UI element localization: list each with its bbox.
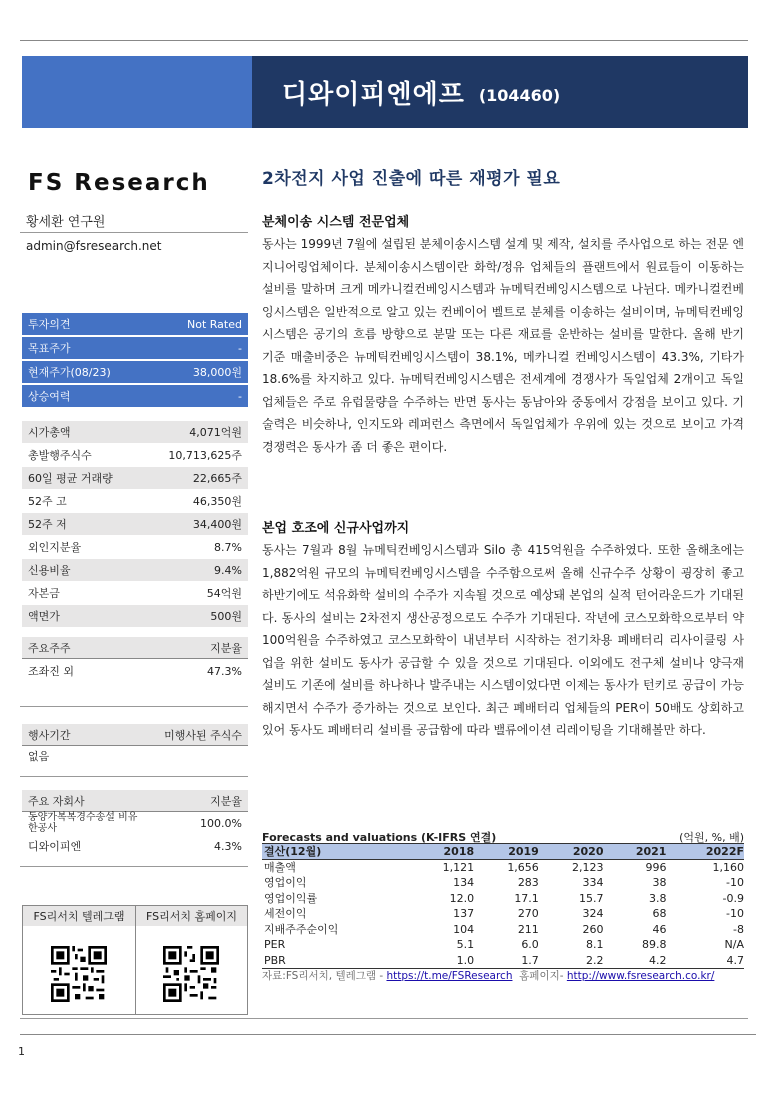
qr-code-homepage[interactable] — [163, 946, 219, 1002]
market-row — [22, 536, 248, 558]
market-value: 8.7% — [214, 540, 242, 554]
table-cell: 2,123 — [571, 861, 604, 874]
analyst-email[interactable]: admin@fsresearch.net — [26, 239, 162, 253]
rating-value: 38,000원 — [192, 366, 242, 379]
table-cell: 영업이익률 — [264, 891, 318, 905]
column-header: 2018 — [409, 844, 474, 860]
table-cell: 매출액 — [264, 861, 296, 874]
rating-label: 현재주가(08/23) — [28, 366, 111, 379]
section-col: 미행사된 주식수 — [164, 728, 242, 742]
table-cell: 4.7 — [726, 953, 744, 967]
footer-rule — [20, 1034, 756, 1035]
table-cell: -0.9 — [722, 891, 744, 905]
analyst-name: 황세환 연구원 — [26, 215, 106, 230]
table-cell: 1.7 — [521, 953, 539, 967]
rating-label: 투자의견 — [28, 318, 71, 331]
top-rule — [20, 40, 748, 41]
table-cell: 334 — [582, 876, 604, 890]
table-cell: 6.0 — [521, 938, 539, 952]
table-cell: 8.1 — [585, 938, 604, 952]
table-cell: 지배주주순이익 — [264, 922, 339, 936]
subsidiary-row — [22, 837, 248, 855]
telegram-link[interactable]: https://t.me/FSResearch — [386, 970, 513, 982]
table-cell: 104 — [453, 922, 475, 936]
subsidiary-row — [22, 812, 248, 834]
section1-body: 동사는 1999년 7월에 설립된 분체이송시스템 설계 및 제작, 설치를 주사업으로 하는 전문 엔지니어링업체이다. 분체이송시스템이란 화학/정유 업체들의 플랜트에서 원료들이 이동하는 설비를 말하며 크게 메카니컬컨베잉시스템과 뉴메틱컨베잉시스템으로 나뉜다. 메카니컬컨베잉시스템은 일반적으로 알고 있는 컨베이어 벨트로 분체를 이송하는 설비이며, 뉴메틱컨베잉시스템은 공기의 흐름 방향으로 분말 또는 다른 재료를 운반하는 설비를 말한다. 올해 반기 기준 매출비중은 뉴메틱컨베잉시스템이 38.1%, 메카니컬 컨베잉시스템이 43.3%, 기타가 18.6%를 차지하고 있다. 뉴메틱컨베잉시스템은 전세계에 경쟁사가 독일업체 2개이고 독일업체들은 주로 유럽물량을 수주하는 반면 동사는 동남아와 중동에서 강점을 보이고 있다. 기술력은 비슷하나, 인지도와 레퍼런스 측면에서 독일업체가 우위에 있는 것으로 보이고 가격경쟁력은 동사가 좀 더 좋은 편이다. — [262, 237, 744, 454]
column-header: 2021 — [603, 844, 666, 860]
market-label: 52주 고 — [28, 495, 67, 508]
table-cell: N/A — [724, 938, 744, 952]
market-value: 4,071억원 — [189, 426, 242, 439]
market-value: 34,400원 — [192, 518, 242, 531]
row-name: 동양가복복경수송설 비유한공사 — [28, 812, 138, 834]
rating-value: - — [238, 389, 242, 403]
column-header: 2020 — [539, 844, 604, 860]
page-number: 1 — [18, 1045, 25, 1058]
section-label: 주요주주 — [28, 641, 71, 655]
section2-body: 동사는 7월과 8월 뉴메틱컨베잉시스템과 Silo 총 415억원을 수주하였다. 또한 올해초에는 1,882억원 규모의 뉴메틱컨베잉시스템을 수주함으로써 올해 신규수주 상황이 굉장히 좋고 하반기에도 석유화학 설비의 수주가 지속될 것으로 예상돼 본업의 실적 턴어라운드가 기대된다. 동사의 설비는 2차전지 생산공정으로도 수주가 기대된다. 작년에 코스모화학으로부터 약 100억원을 수주하였고 코스모화학이 내년부터 시작하는 전기차용 폐배터리 리사이클링 사업을 위한 설비도 동사가 공급할 수 있을 것으로 기대된다. 이외에도 전구체 설비나 양극재 설비도 기존에 설비를 하나하나 발주내는 시스템이었다면 이제는 동사가 턴키로 공급이 가능해지면서 수주가 증가하는 것으로 보인다. 최근 폐배터리 업체들의 PER이 50배도 상회하고 있어 동사도 폐배터리 설비를 공급함에 따라 밸류에이션 리레이팅을 기대해볼만 하다. — [262, 543, 744, 737]
section-col: 지분율 — [210, 641, 242, 655]
table-cell: 324 — [582, 907, 604, 921]
qr-homepage-label: FS리서치 홈페이지 — [136, 906, 247, 926]
qr-code-telegram[interactable] — [51, 946, 107, 1002]
shareholder-row — [22, 662, 248, 680]
table-row — [262, 953, 744, 969]
banner-accent — [22, 56, 252, 128]
table-cell: -10 — [726, 907, 744, 921]
option-row — [22, 747, 248, 765]
row-name: 없음 — [28, 750, 50, 763]
market-label: 52주 저 — [28, 518, 67, 531]
table-cell: 12.0 — [449, 891, 475, 905]
table-cell: 270 — [517, 907, 539, 921]
table-row — [262, 937, 744, 953]
table-cell: 996 — [645, 861, 667, 874]
divider — [20, 776, 248, 777]
table-cell: PBR — [264, 953, 286, 967]
row-name: 디와이피엔 — [28, 840, 82, 853]
column-header: 2019 — [474, 844, 539, 860]
table-cell: 260 — [582, 922, 604, 936]
market-row — [22, 605, 248, 627]
row-value: 4.3% — [214, 839, 242, 853]
table-cell: 3.8 — [648, 891, 667, 905]
rating-value: - — [238, 341, 242, 355]
market-label: 외인지분율 — [28, 541, 82, 554]
market-value: 54억원 — [206, 587, 242, 600]
subsidiaries-header — [22, 790, 248, 812]
table-row — [262, 906, 744, 922]
market-label: 액면가 — [28, 610, 60, 623]
stock-code: (104460) — [478, 85, 561, 105]
market-row — [22, 513, 248, 535]
table-cell: 1,121 — [442, 861, 475, 874]
table-cell: 1,656 — [507, 861, 539, 874]
market-label: 시가총액 — [28, 426, 71, 439]
table-cell: 38 — [652, 876, 667, 890]
market-label: 60일 평균 거래량 — [28, 472, 113, 485]
column-header: 결산(12월) — [262, 844, 409, 860]
table-cell: 17.1 — [514, 891, 539, 905]
table-cell: 영업이익 — [264, 876, 307, 890]
table-row — [262, 860, 744, 876]
table-cell: 89.8 — [641, 938, 667, 952]
table-row — [262, 875, 744, 891]
market-row — [22, 444, 248, 466]
divider — [20, 232, 248, 233]
table-cell: 5.1 — [456, 938, 475, 952]
table-cell: 137 — [453, 907, 475, 921]
section-label: 주요 자회사 — [28, 794, 85, 808]
report-headline: 2차전지 사업 진출에 따른 재평가 필요 — [262, 169, 561, 189]
table-cell: 283 — [517, 876, 539, 890]
rating-row — [22, 313, 248, 335]
qr-telegram-label: FS리서치 텔레그램 — [23, 906, 135, 926]
table-cell: 68 — [652, 907, 667, 921]
rating-label: 목표주가 — [28, 342, 71, 355]
table-cell: PER — [264, 938, 286, 952]
rating-value: Not Rated — [187, 317, 242, 331]
bottom-divider — [20, 1018, 748, 1019]
market-row — [22, 467, 248, 489]
table-row — [262, 922, 744, 938]
divider — [20, 866, 248, 867]
table-title: Forecasts and valuations (K-IFRS 연결) — [262, 831, 497, 844]
table-cell: 2.2 — [585, 953, 604, 967]
table-cell: 4.2 — [648, 953, 667, 967]
homepage-link[interactable]: http://www.fsresearch.co.kr/ — [566, 970, 715, 982]
market-label: 자본금 — [28, 587, 60, 600]
rating-row — [22, 337, 248, 359]
market-row — [22, 582, 248, 604]
table-row — [262, 891, 744, 907]
table-cell: 134 — [453, 876, 475, 890]
table-cell: -8 — [733, 922, 744, 936]
market-row — [22, 559, 248, 581]
market-label: 신용비율 — [28, 564, 71, 577]
divider — [20, 706, 248, 707]
rating-row — [22, 361, 248, 383]
row-value: 47.3% — [207, 664, 242, 678]
qr-divider — [135, 906, 136, 1014]
market-row — [22, 490, 248, 512]
row-name: 조좌진 외 — [28, 665, 75, 678]
table-cell: 211 — [517, 922, 539, 936]
table-cell: 1.0 — [456, 953, 475, 967]
table-cell: 세전이익 — [264, 907, 307, 921]
market-value: 46,350원 — [192, 495, 242, 508]
table-cell: 1,160 — [712, 861, 744, 874]
table-unit: (억원, %, 배) — [679, 831, 744, 844]
company-name: 디와이피엔에프 — [282, 79, 465, 110]
options-header — [22, 724, 248, 746]
table-cell: 15.7 — [578, 891, 604, 905]
section2-title: 본업 호조에 신규사업까지 — [262, 521, 410, 536]
qr-box — [22, 905, 248, 1015]
source-prefix: 자료:FS리서치, 텔레그램 - — [262, 970, 387, 982]
column-header: 2022F — [666, 844, 744, 860]
brand-logo-text: FS Research — [28, 170, 210, 196]
source-mid: 홈페이지- — [512, 970, 567, 982]
source-note — [262, 968, 714, 983]
rating-row — [22, 385, 248, 407]
table-cell: -10 — [726, 876, 744, 890]
market-value: 10,713,625주 — [168, 449, 242, 462]
section-col: 지분율 — [210, 794, 242, 808]
table-cell: 46 — [652, 922, 667, 936]
market-value: 500원 — [210, 610, 242, 623]
market-value: 9.4% — [214, 563, 242, 577]
market-label: 총발행주식수 — [28, 449, 92, 462]
table-header-row — [262, 844, 744, 860]
shareholders-header — [22, 637, 248, 659]
market-row — [22, 421, 248, 443]
row-value: 100.0% — [200, 816, 242, 830]
section-label: 행사기간 — [28, 728, 71, 742]
section1-title: 분체이송 시스템 전문업체 — [262, 215, 410, 230]
title-banner — [22, 56, 748, 128]
rating-label: 상승여력 — [28, 390, 71, 403]
market-value: 22,665주 — [192, 472, 242, 485]
forecast-table — [262, 843, 744, 969]
